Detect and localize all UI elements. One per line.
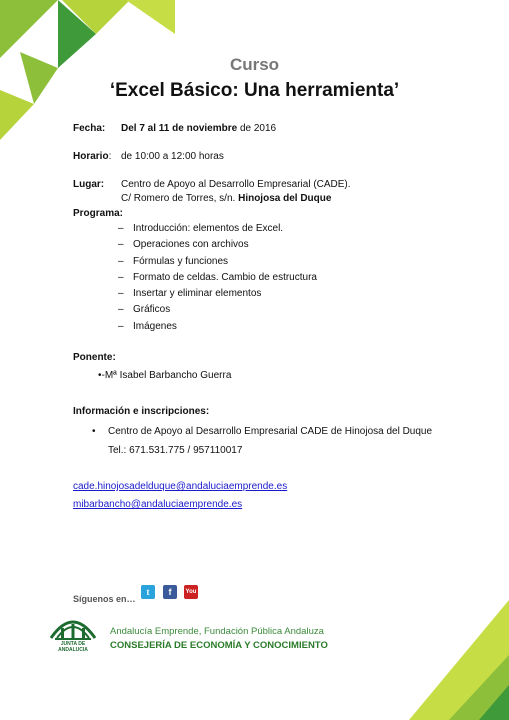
horario-colon: :	[108, 151, 112, 162]
junta-andalucia-logo	[47, 612, 99, 640]
lugar-line2	[121, 193, 331, 204]
horario-value: de 10:00 a 12:00 horas	[121, 151, 224, 162]
follow-us-label: Síguenos en…	[73, 594, 136, 604]
youtube-icon[interactable]: You	[184, 585, 198, 599]
ponente-label: Ponente:	[73, 352, 116, 363]
programa-list	[118, 221, 317, 335]
ponente-name: •-Mª Isabel Barbancho Guerra	[98, 370, 232, 381]
course-label: Curso	[229, 55, 280, 74]
decorative-triangles-bottom	[399, 600, 509, 720]
lugar-town: Hinojosa del Duque	[238, 193, 332, 204]
org-name-line2: CONSEJERÍA DE ECONOMÍA Y CONOCIMIENTO	[110, 640, 328, 651]
lugar-line1: Centro de Apoyo al Desarrollo Empresarial (CADE).	[121, 179, 351, 190]
fecha-label: Fecha:	[73, 123, 106, 134]
horario-label-text: Horario	[73, 151, 109, 162]
horario-label	[73, 151, 111, 162]
ponente-bullet: •	[98, 370, 102, 381]
list-item: – Imágenes	[118, 320, 177, 332]
list-item: – Introducción: elementos de Excel.	[118, 223, 284, 234]
list-item: – Gráficos	[118, 304, 171, 316]
fecha-value	[121, 123, 276, 134]
junta-logo-text: JUNTA DE ANDALUCIA	[58, 641, 88, 653]
org-name-line1: Andalucía Emprende, Fundación Pública Andaluza	[110, 626, 324, 637]
lugar-label: Lugar:	[73, 179, 105, 190]
list-item: – Operaciones con archivos	[118, 239, 249, 251]
info-label: Información e inscripciones:	[73, 406, 210, 417]
course-title: ‘Excel Básico: Una herramienta’	[109, 80, 400, 101]
email-link-mibarbancho[interactable]: mibarbancho@andaluciaemprende.es	[73, 499, 243, 510]
list-item: – Fórmulas y funciones	[118, 255, 229, 267]
fecha-year: de 2016	[237, 123, 277, 134]
programa-label: Programa:	[73, 208, 124, 219]
info-phone: Tel.: 671.531.775 / 957110017	[108, 445, 243, 456]
facebook-icon[interactable]: f	[163, 585, 177, 599]
info-center: Centro de Apoyo al Desarrollo Empresarial CADE de Hinojosa del Duque	[108, 426, 433, 437]
twitter-icon[interactable]: t	[141, 585, 155, 599]
list-item: – Insertar y eliminar elementos	[118, 288, 262, 300]
fecha-dates: Del 7 al 11 de noviembre	[121, 123, 238, 134]
lugar-street: C/ Romero de Torres, s/n.	[121, 193, 239, 204]
list-item: – Formato de celdas. Cambio de estructura	[118, 271, 317, 283]
email-link-cade[interactable]: cade.hinojosadelduque@andaluciaemprende.es	[73, 481, 288, 492]
info-bullet: •	[92, 426, 96, 437]
